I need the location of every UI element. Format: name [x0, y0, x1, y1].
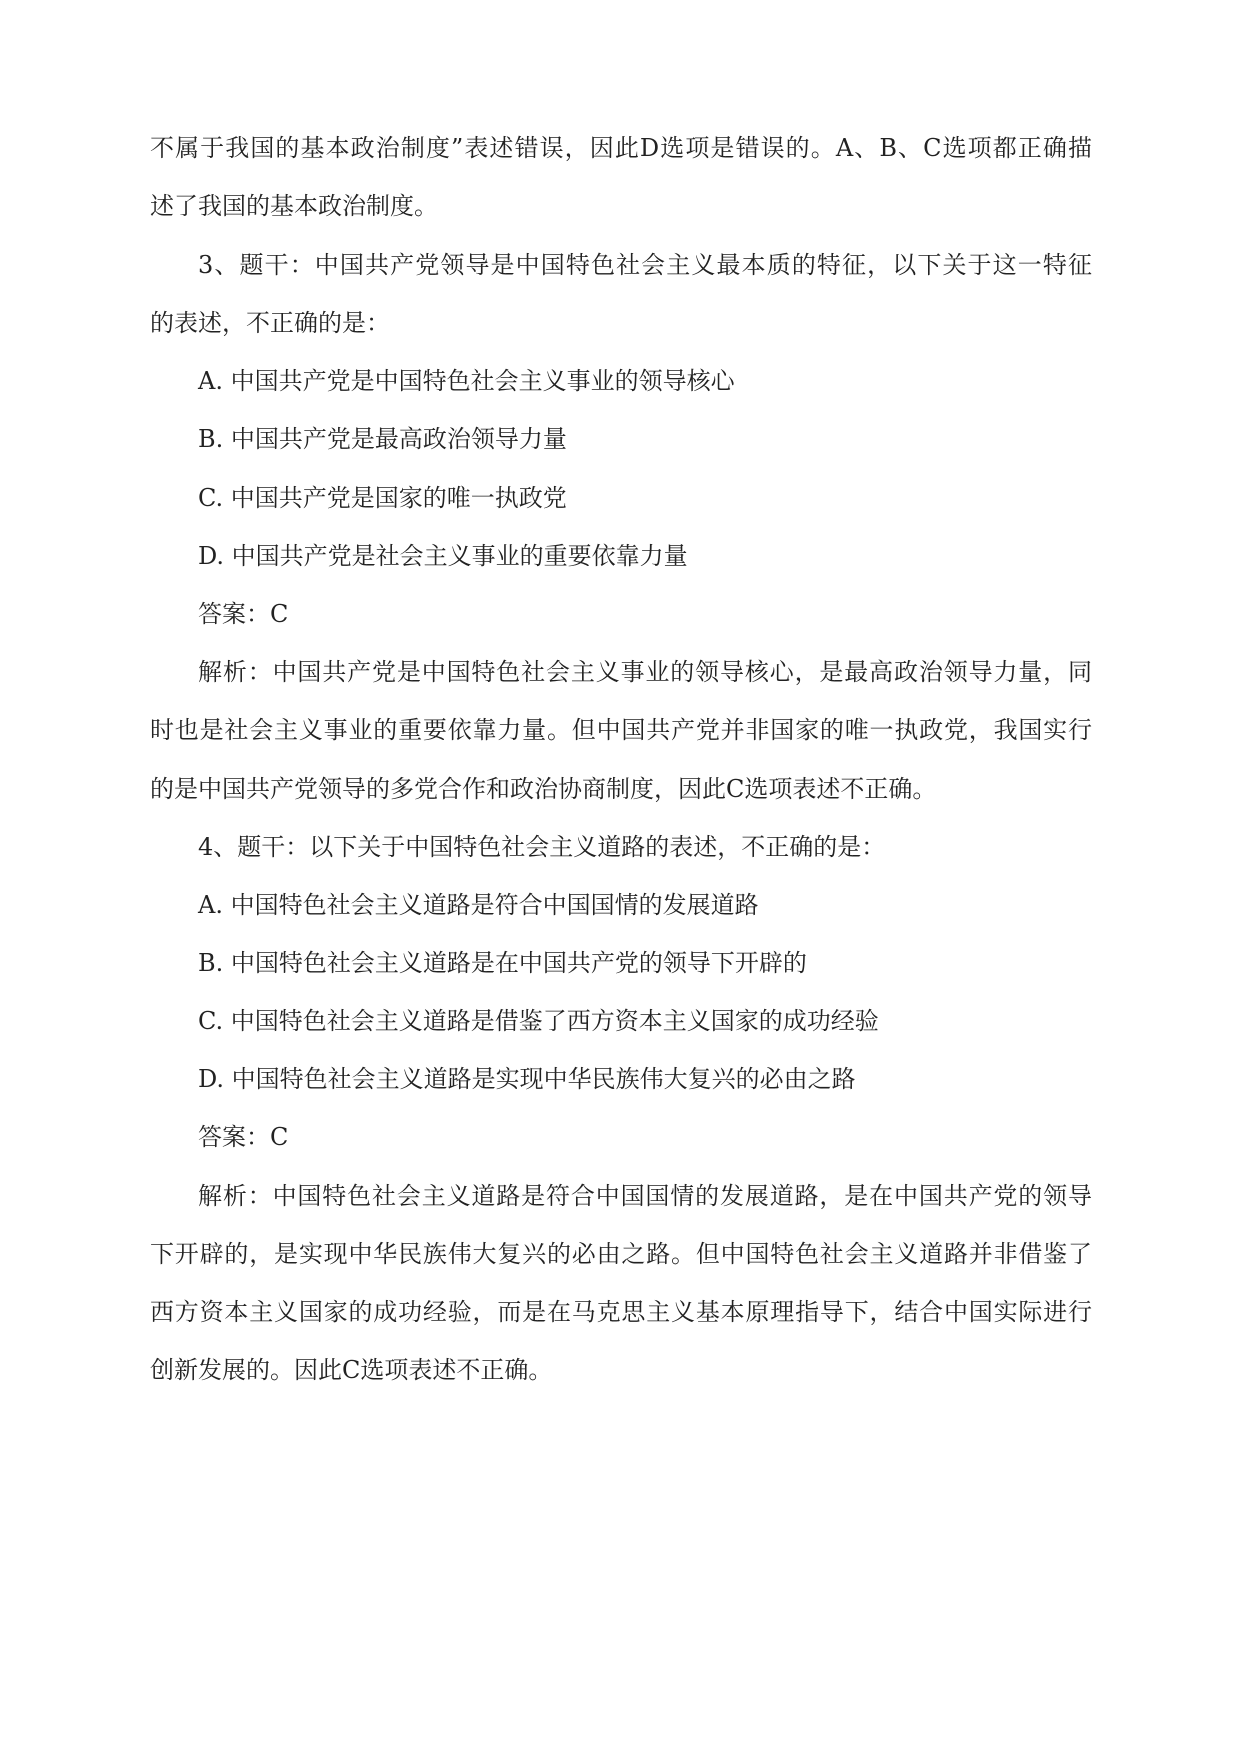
question-4-stem: 4、题干：以下关于中国特色社会主义道路的表述，不正确的是：	[198, 833, 886, 861]
question-4-option-c: C. 中国特色社会主义道路是借鉴了西方资本主义国家的成功经验	[198, 1007, 879, 1035]
question-4-analysis-cont: 下开辟的，是实现中华民族伟大复兴的必由之路。但中国特色社会主义道路并非借鉴了	[150, 1240, 1092, 1268]
question-3-stem: 3、题干：中国共产党领导是中国特色社会主义最本质的特征，以下关于这一特征	[198, 251, 1092, 279]
question-3-option-d: D. 中国共产党是社会主义事业的重要依靠力量	[198, 542, 688, 570]
question-3-option-b: B. 中国共产党是最高政治领导力量	[198, 425, 567, 453]
question-3-analysis: 解析：中国共产党是中国特色社会主义事业的领导核心，是最高政治领导力量，同	[198, 658, 1092, 686]
paragraph-line: 述了我国的基本政治制度。	[150, 192, 438, 220]
question-3-analysis-cont: 的是中国共产党领导的多党合作和政治协商制度，因此C选项表述不正确。	[150, 775, 937, 803]
question-4-answer: 答案：C	[198, 1123, 289, 1151]
question-4-analysis-cont: 西方资本主义国家的成功经验，而是在马克思主义基本原理指导下，结合中国实际进行	[150, 1298, 1092, 1326]
question-3-option-a: A. 中国共产党是中国特色社会主义事业的领导核心	[198, 367, 735, 395]
question-4-option-a: A. 中国特色社会主义道路是符合中国国情的发展道路	[198, 891, 759, 919]
question-3-option-c: C. 中国共产党是国家的唯一执政党	[198, 484, 567, 512]
question-4-option-b: B. 中国特色社会主义道路是在中国共产党的领导下开辟的	[198, 949, 807, 977]
question-3-analysis-cont: 时也是社会主义事业的重要依靠力量。但中国共产党并非国家的唯一执政党，我国实行	[150, 716, 1092, 744]
document-page	[150, 0, 1092, 1754]
question-3-stem-cont: 的表述，不正确的是：	[150, 309, 390, 337]
paragraph-line: 不属于我国的基本政治制度”表述错误，因此D选项是错误的。A、B、C选项都正确描	[150, 134, 1092, 162]
question-4-analysis: 解析：中国特色社会主义道路是符合中国国情的发展道路，是在中国共产党的领导	[198, 1182, 1092, 1210]
question-3-answer: 答案：C	[198, 600, 289, 628]
question-4-option-d: D. 中国特色社会主义道路是实现中华民族伟大复兴的必由之路	[198, 1065, 856, 1093]
question-4-analysis-cont: 创新发展的。因此C选项表述不正确。	[150, 1356, 553, 1384]
